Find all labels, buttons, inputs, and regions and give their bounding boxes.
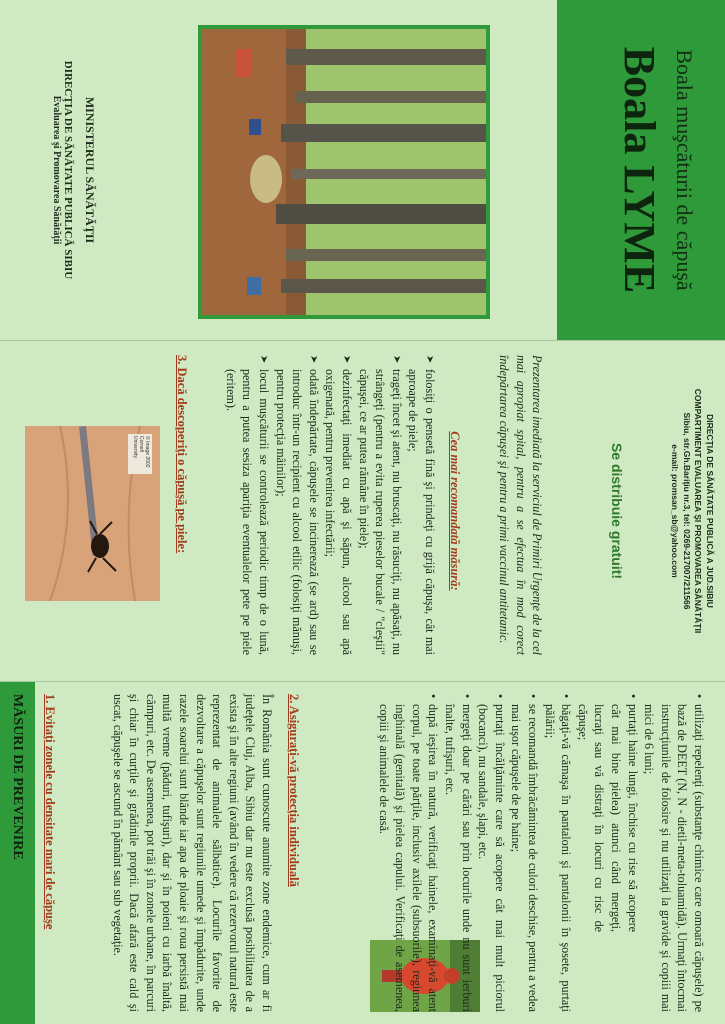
tick-section-title: 3. Dacă descoperiţi o căpuşă pe piele: [175,355,189,554]
directorate-label: DIRECŢIA DE SĂNĂTATE PUBLICĂ SIBIU [62,60,74,280]
protection-item: • mergeţi doar pe cărări sau prin locurile unde nu sunt ierburi înalte, tufişuri, etc. [442,694,475,1012]
contact-line: COMPARTIMENT EVALUAREA ŞI PROMOVAREA SĂNĂTĂŢII [693,388,704,634]
tick-step: ➤ folosiţi o pensetă fină şi prindeţi cu grijă căpuşa, cât mai aproape de piele; [405,355,438,655]
cover-subtitle: Boala muşcăturii de căpuşă [672,49,697,291]
section-1-text: În România sunt cunoscute anumite zone endemice, cum ar fi judeţele Cluj, Alba, Sibiu dar nu este exclusă posibilitatea de a exista şi în alte regiuni (având în vedere că rezervorul natural este reprezentat de animalele sălbatice). Locurile favorite de dezvoltare a căpuşelor sunt regiunile umede şi împădurite, unde razele soarelui sunt blânde iar apa de ploaie şi roua persistă mai multă vreme (păduri, tufişuri), dar şi în poieni cu iarbă înaltă, câmpuri, etc. De asemenea, pot trăi şi în zonele urbane, în parcuri şi chiar în curţile şi grădinile proprii. Dacă afară este cald şi uscat, căpuşele se ascund în pământ sau sub vegetaţie. [110,694,274,1012]
protection-item: • purtaţi încălţăminte care să acopere cât mai mult piciorul (bocanci), nu sandale, şlapi, etc. [475,694,508,1012]
tick-photo-caption: © Image 2002 Cornell University [132,436,150,468]
contact-block [669,341,715,681]
prevention-panel [0,682,725,1024]
tick-photo [25,426,160,601]
tick-steps-list [192,355,438,655]
free-distribution: Se distribuie gratuit! [609,442,625,580]
contact-line: DIRECŢIA DE SĂNĂTATE PUBLICĂ A JUD.SIBIU [705,414,715,608]
section-2-title: 2. Asiguraţi-vă protecţia individuală [287,694,301,887]
tick-step: ➤ trageţi încet şi atent, nu bruscaţi, nu răsuciţi, nu apăsaţi, nu strângeţi (pentru a evita ruperea pieselor bucale / "cleştii" căpuşei, ce ar putea rămâne în piele); [355,355,405,655]
protection-item: • băgaţi-vă cămaşa în pantaloni şi pantalonii în şosete, purtaţi pălării; [541,694,574,1012]
recommendation-text: Prezentarea imediată la serviciul de Primiri Urgenţe de la cel mai apropiat spital, pentru a se efectua în mod corect îndepărtarea căpuşei şi pentru a primi vaccinul antitetanic. [497,355,544,655]
protection-item: • după ieşirea în natură, verificaţi hainele, examinaţi-vă atent corpul, pe toate părţile, inclusiv axilele (subsuorile), regiunea inghinală (genitală) şi pielea capului. Verificaţi de asemenea, copiii şi animalele de casă. [375,694,441,1012]
protection-list [375,694,707,1012]
tick-step: ➤ dezinfectaţi imediat cu apă şi săpun, alcool sau apă oxigenată, pentru prevenirea infectării; [322,355,355,655]
cover-title: Boala LYME [615,46,664,294]
contact-email: e-mail: promsan_sb@yahoo.com [670,444,681,578]
section-2-body [307,694,707,1012]
protection-item: • utilizaţi repelenţi (substanţe chimice care omoară căpuşele) pe bază de DEET (N, N - dietil-meta-toluamidă). Urmaţi întocmai instrucţiunile de folosire şi nu utilizaţi la gravide şi copiii mai mici de 6 luni; [641,694,707,1012]
prevention-header: MĂSURI DE PREVENIRE [10,694,25,860]
protection-item: • se recomandă îmbrăcămintea de culori deschise, pentru a vedea mai uşor căpuşele de pe haine; [508,694,541,1012]
ministry-label: MINISTERUL SĂNĂTĂŢII [83,96,97,244]
prevention-header-band [0,682,35,1024]
contact-line: Sibiu, str.Gh.Bariţiu nr.3, tel: 0269-217007/211566 [682,412,692,610]
title-band [557,0,725,340]
section-1-title: 1. Evitaţi zonele cu densitate mari de căpuşe [43,694,57,930]
tick-removal-panel [0,341,725,681]
protection-item: • purtaţi haine lungi, închise cu rise să acopere cât mai bine pielea) atunci când mergeţi, lucraţi sau vă distraţi în locuri cu risc de căpuşe; [574,694,640,1012]
forest-photo-svg [202,29,486,315]
tick-step: ➤ locul muşcăturii se controlează periodic timp de o lună, pentru a putea sesiza apariţia eventualelor pete pe piele (eritem). [222,355,272,655]
cover-panel [0,0,725,340]
recommendation-title: Cea mai recomandată măsură: [448,431,462,591]
tick-step: ➤ odată îndepărtate, căpuşele se incinerează (se ard) sau se introduc într-un recipient cu alcool etilic (folosiţi mănuşi, pentru protecţia mâinilor); [272,355,322,655]
department-label: Evaluarea şi Promovarea Sănătăţii [51,95,62,245]
forest-photo [198,25,490,319]
